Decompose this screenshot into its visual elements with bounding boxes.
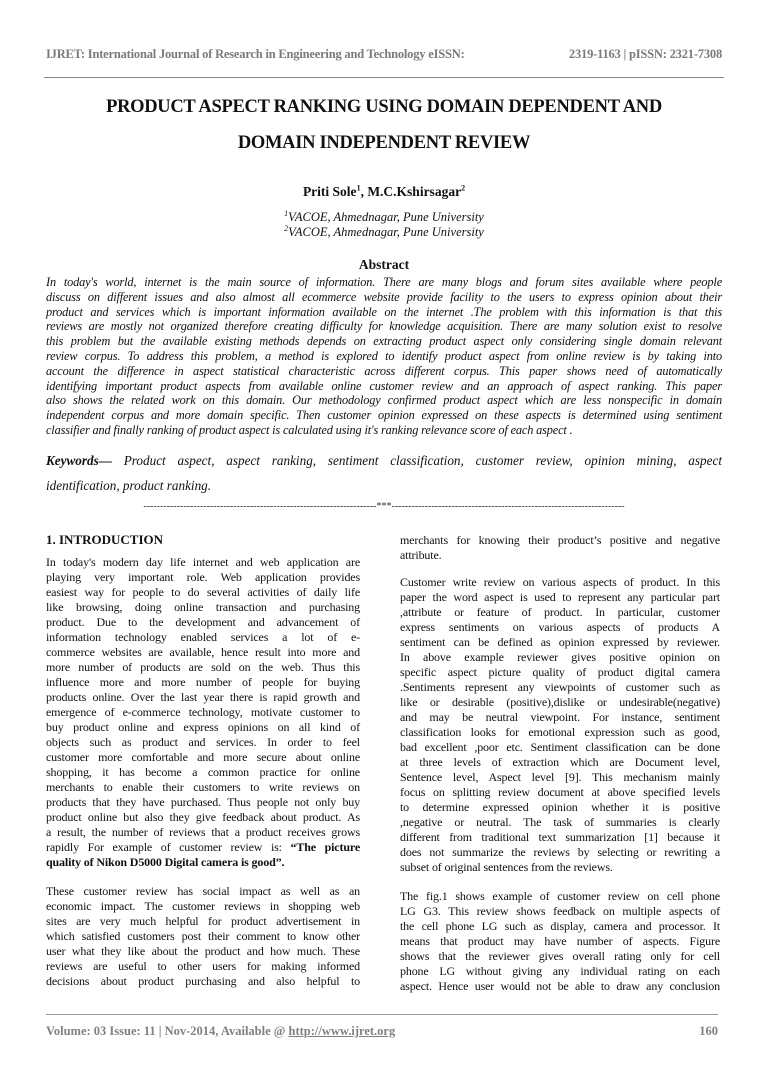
text-line: information technology enabled services a lot of e- [46, 630, 360, 644]
left-paragraph-2 [46, 884, 360, 989]
text-line: bad excellent ,poor etc. Sentiment classification can be done [400, 740, 720, 754]
footer-volume-text: Volume: 03 Issue: 11 | Nov-2014, Available @ [46, 1024, 289, 1038]
text-line: emergence of e-commerce technology, motivate customer to [46, 705, 360, 719]
text-line: product. Due to the development and advancement of [46, 615, 360, 629]
text-line: buy product online and express opinions on all kind of [46, 720, 360, 734]
text-line: influence more and more number of people for buying [46, 675, 360, 689]
text-line: like or desirable (positive),dislike or undesirable(negative) [400, 695, 720, 709]
text-line: product and services which is important information available on the internet .The problem with this information is that this [46, 304, 722, 319]
text-line: does not summarize the reviews by selecting or rewriting a [400, 845, 720, 859]
author-sup: 1 [356, 183, 361, 193]
text-line: easiest way for people to do several activities of daily life [46, 585, 360, 599]
text-line: more number of products are sold on the web. Thus this [46, 660, 360, 674]
text-line: These customer review has social impact as well as an [46, 884, 360, 898]
text-line: to determine expressed opinion whether it is positive [400, 800, 720, 814]
text-line: identifying important product aspects from available online customer review and an approach of aspect ranking. This paper [46, 378, 722, 393]
text-line: like browsing, doing online transaction and purchasing [46, 600, 360, 614]
text-line: review corpus. To address this problem, a method is explored to identify product aspect from online review is by taking into [46, 348, 722, 363]
text-line: different from traditional text summarization [1] because it [400, 830, 720, 844]
text-line: discuss on different issues and also almost all ecommerce website provide facility to the users to express opinion about their [46, 289, 722, 304]
text-line: independent corpus and more domain specific. Then customer opinion expressed on these aspects is determined using sentiment [46, 408, 722, 423]
bold-quote: quality of Nikon D5000 Digital camera is good”. [46, 855, 285, 869]
footer [46, 1024, 718, 1039]
text-line: decisions about product purchasing and also helpful to [46, 974, 360, 988]
page-number: 160 [699, 1024, 718, 1038]
text-line: economic impact. The customer reviews in shopping web [46, 899, 360, 913]
keywords-line-2: identification, product ranking. [46, 478, 212, 493]
footer-volume [46, 1024, 395, 1039]
text-line: attribute. [400, 548, 442, 562]
text-line: paper the word aspect is used to represent any particular part [400, 590, 720, 604]
text-line: reviews are useful to other users for making informed [46, 959, 360, 973]
text-line: account the difference in aspect statistical characteristic across different corpus. This paper shows need of automatically [46, 363, 722, 378]
text-line: phone LG without giving any individual rating on each [400, 964, 720, 978]
text-line: means that product may have number of aspects. Figure [400, 934, 720, 948]
text-line: In today's world, internet is the main source of information. There are many blogs and forum sites available where people [46, 275, 722, 289]
bold-quote: “The picture [290, 840, 360, 854]
keywords-label: Keywords— [46, 453, 112, 468]
text-line: merchants to enable their customers to write reviews on [46, 780, 360, 794]
keywords-line [46, 448, 722, 473]
running-header [46, 47, 722, 62]
affiliation-text: VACOE, Ahmednagar, Pune University [288, 210, 484, 224]
journal-name: IJRET: International Journal of Research in Engineering and Technology eISSN: [46, 47, 465, 61]
affiliation-text: VACOE, Ahmednagar, Pune University [288, 225, 484, 239]
text-line: commerce websites are available, hence result into more and [46, 645, 360, 659]
text-line: ,attribute or feature of product. In particular, customer [400, 605, 720, 619]
text-line: .Sentiments represent any viewpoints of customer such as [400, 680, 720, 694]
header-rule [44, 77, 724, 78]
section-heading: 1. INTRODUCTION [46, 532, 164, 547]
text-line: which satisfied customers post their comment to know other [46, 929, 360, 943]
authors [0, 183, 768, 201]
text-line: at three levels of extraction which are Document level, [400, 755, 720, 769]
text-line: specific aspect picture quality of product digital camera [400, 665, 720, 679]
text-line: aspect. Hence user would not be able to draw any conclusion [400, 979, 720, 993]
text-line: In today's modern day life internet and web application are [46, 555, 360, 569]
text-line: ,negative or neutral. The task of summaries is clearly [400, 815, 720, 829]
author-name: Priti Sole [302, 184, 357, 199]
abstract-body [46, 275, 722, 438]
paper-title-line-1: PRODUCT ASPECT RANKING USING DOMAIN DEPENDENT AND [106, 97, 662, 117]
left-paragraph-1 [46, 555, 360, 870]
text-line: subset of original sentences from the reviews. [400, 860, 613, 874]
keywords-text: Product aspect, aspect ranking, sentiment classification, customer review, opinion mining, aspect [111, 453, 722, 468]
text-line: a result, the number of reviews that a product receives grows [46, 825, 360, 839]
text-line: reviews are mostly not organized therefore creating difficulty for knowledge acquisition. There are many solution exist to resolve [46, 319, 722, 334]
text-line: and may be neutral viewpoint. For instance, sentiment [400, 710, 720, 724]
text-line: shows that the reviewer gives overall rating only for cell [400, 949, 720, 963]
text-line: sentiment can be defined as opinion expressed by reviewer. [400, 635, 720, 649]
text-line: user what they like about the product and how much. These [46, 944, 360, 958]
right-paragraph-3 [400, 889, 720, 994]
abstract-heading: Abstract [358, 257, 410, 272]
text-line: customer more comfortable and more secure about online [46, 750, 360, 764]
text-line: playing very important role. Web application provides [46, 570, 360, 584]
text-line: products that they have purchased. Thus people not only buy [46, 795, 360, 809]
text-line: product online but also they give feedback about product. As [46, 810, 360, 824]
text-line: express sentiments on various aspects of products A [400, 620, 720, 634]
section-separator: ----------------------------------------------------------------------***---------------------------------------------------------------------- [143, 501, 625, 512]
text-segment: rapidly For example of customer review is: [46, 840, 291, 854]
text-line: sites are very much helpful for product advertisement in [46, 914, 360, 928]
text-line: shopping, it has become a common practice for online [46, 765, 360, 779]
paper-title-line-2: DOMAIN INDEPENDENT REVIEW [237, 133, 531, 153]
issn: 2319-1163 | pISSN: 2321-7308 [568, 47, 722, 61]
author-sup: 2 [461, 183, 466, 193]
text-line: merchants for knowing their product’s positive and negative [400, 533, 720, 547]
author-separator: , [360, 184, 368, 199]
affiliation-sup: 2 [284, 223, 289, 233]
text-line: also shows the related work on this domain. Our methodology confirmed product aspect which are less nonspecific in domain [46, 393, 722, 408]
right-paragraph-1 [400, 533, 720, 563]
affiliation [0, 225, 768, 240]
author-name: M.C.Kshirsagar [367, 184, 462, 199]
right-paragraph-2 [400, 575, 720, 875]
text-line [46, 855, 360, 870]
text-line: The fig.1 shows example of customer review on cell phone [400, 889, 720, 903]
text-line: In above example reviewer gives positive opinion on [400, 650, 720, 664]
text-line [46, 840, 360, 855]
text-line: Sentence level, Aspect level [9]. This mechanism mainly [400, 770, 720, 784]
text-line: classification looks for emotional expression such as good, [400, 725, 720, 739]
text-line: focus on splitting review document at above specified levels [400, 785, 720, 799]
keywords [46, 448, 722, 498]
text-line: products online. Over the last year there is rapid growth and [46, 690, 360, 704]
affiliation-sup: 1 [284, 208, 289, 218]
text-line: LG G3. This review shows feedback on multiple aspects of [400, 904, 720, 918]
affiliation [0, 210, 768, 225]
footer-rule [46, 1014, 718, 1015]
journal-link[interactable]: http://www.ijret.org [288, 1024, 396, 1038]
text-line: the cell phone LG such as display, camera and processor. It [400, 919, 720, 933]
text-line: Customer write review on various aspects of product. In this [400, 575, 720, 589]
text-line: objects such as product and services. In order to feel [46, 735, 360, 749]
text-line: this problem but the available existing methods depends on extracting product aspect only considering single domain relevant [46, 334, 722, 349]
text-line: classifier and finally ranking of product aspect is calculated using it's ranking relevance score of each aspect . [46, 422, 573, 437]
